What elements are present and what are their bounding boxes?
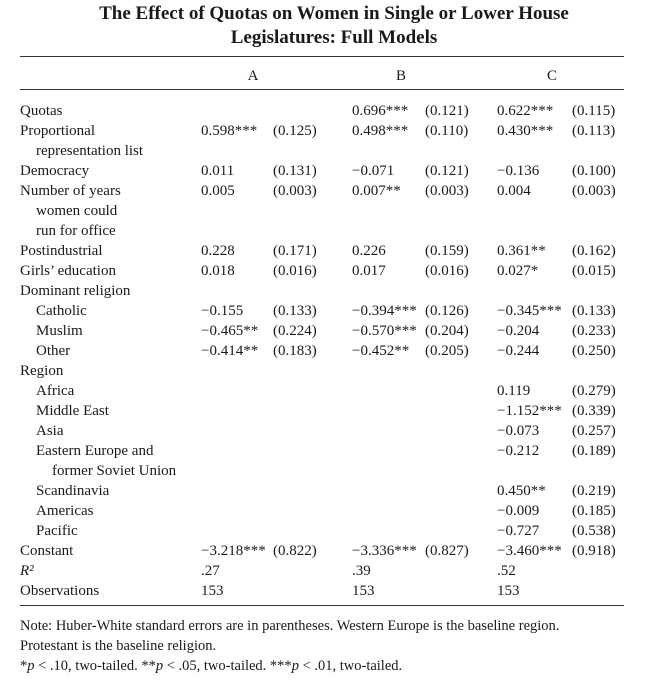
table-row xyxy=(0,241,668,261)
table-row xyxy=(0,121,668,141)
table-row xyxy=(0,541,668,561)
column-header-b: B xyxy=(395,68,406,84)
table-row xyxy=(0,421,668,441)
coefficient-cell: 0.017 xyxy=(352,263,386,279)
standard-error-cell: (0.016) xyxy=(425,263,469,279)
coefficient-cell: 0.622*** xyxy=(497,103,554,119)
row-label: Proportional xyxy=(20,123,95,139)
table-row xyxy=(0,521,668,541)
standard-error-cell: (0.250) xyxy=(572,343,616,359)
standard-error-cell: (0.538) xyxy=(572,523,616,539)
row-label: former Soviet Union xyxy=(52,463,177,479)
row-label: Catholic xyxy=(36,303,87,319)
coefficient-cell: −0.009 xyxy=(497,503,540,519)
coefficient-cell: −0.727 xyxy=(497,523,540,539)
coefficient-cell: 0.226 xyxy=(352,243,386,259)
row-label: Eastern Europe and xyxy=(36,443,154,459)
table-row xyxy=(0,361,668,381)
coefficient-cell: 0.598*** xyxy=(201,123,258,139)
row-label: representation list xyxy=(36,143,144,159)
standard-error-cell: (0.822) xyxy=(273,543,317,559)
row-label: Middle East xyxy=(36,403,109,419)
coefficient-cell: −0.414** xyxy=(201,343,259,359)
coefficient-cell: 0.011 xyxy=(201,163,235,179)
coefficient-cell: −0.244 xyxy=(497,343,540,359)
standard-error-cell: (0.204) xyxy=(425,323,469,339)
standard-error-cell: (0.003) xyxy=(425,183,469,199)
standard-error-cell: (0.016) xyxy=(273,263,317,279)
column-header-a: A xyxy=(247,68,259,84)
standard-error-cell: (0.827) xyxy=(425,543,469,559)
row-label: Other xyxy=(36,343,71,359)
coefficient-cell: −0.394*** xyxy=(352,303,417,319)
coefficient-cell: 0.228 xyxy=(201,243,235,259)
row-label: Pacific xyxy=(36,523,78,539)
note-line-2: Protestant is the baseline religion. xyxy=(20,638,217,654)
table-row xyxy=(0,101,668,121)
top-rule xyxy=(20,56,624,57)
standard-error-cell: (0.110) xyxy=(425,123,469,139)
standard-error-cell: (0.205) xyxy=(425,343,469,359)
standard-error-cell: (0.339) xyxy=(572,403,616,419)
coefficient-cell: −0.136 xyxy=(497,163,540,179)
standard-error-cell: (0.219) xyxy=(572,483,616,499)
coefficient-cell: −0.345*** xyxy=(497,303,562,319)
table-row xyxy=(0,381,668,401)
table-title xyxy=(0,2,668,50)
coefficient-cell: −0.465** xyxy=(201,323,259,339)
standard-error-cell: (0.171) xyxy=(273,243,317,259)
row-label: Americas xyxy=(36,503,94,519)
standard-error-cell: (0.126) xyxy=(425,303,469,319)
coefficient-cell: 0.018 xyxy=(201,263,235,279)
coefficient-cell: −0.570*** xyxy=(352,323,417,339)
standard-error-cell: (0.257) xyxy=(572,423,616,439)
row-label: Number of years xyxy=(20,183,121,199)
header-rule xyxy=(20,89,624,90)
standard-error-cell: (0.224) xyxy=(273,323,317,339)
standard-error-cell: (0.159) xyxy=(425,243,469,259)
standard-error-cell: (0.279) xyxy=(572,383,616,399)
standard-error-cell: (0.121) xyxy=(425,163,469,179)
bottom-rule xyxy=(20,605,624,606)
title-line-1: The Effect of Quotas on Women in Single or Lower House xyxy=(99,3,569,24)
standard-error-cell: (0.189) xyxy=(572,443,616,459)
row-label: Democracy xyxy=(20,163,90,179)
coefficient-cell: .39 xyxy=(352,563,371,579)
row-label: Africa xyxy=(36,383,75,399)
coefficient-cell: 0.696*** xyxy=(352,103,409,119)
table-row xyxy=(0,261,668,281)
coefficient-cell: −1.152*** xyxy=(497,403,562,419)
standard-error-cell: (0.183) xyxy=(273,343,317,359)
table-row xyxy=(0,481,668,501)
row-label: Postindustrial xyxy=(20,243,103,259)
title-line-2: Legislatures: Full Models xyxy=(230,27,438,48)
coefficient-cell: 0.005 xyxy=(201,183,235,199)
row-label: Quotas xyxy=(20,103,63,119)
coefficient-cell: 0.007** xyxy=(352,183,401,199)
row-label: Scandinavia xyxy=(36,483,110,499)
table-row xyxy=(0,181,668,201)
coefficient-cell: −3.218*** xyxy=(201,543,266,559)
standard-error-cell: (0.125) xyxy=(273,123,317,139)
table-row xyxy=(0,581,668,601)
standard-error-cell: (0.162) xyxy=(572,243,616,259)
table-row xyxy=(0,341,668,361)
row-label: Region xyxy=(20,363,64,379)
coefficient-cell: −3.460*** xyxy=(497,543,562,559)
table-row xyxy=(0,461,668,481)
coefficient-cell: −0.212 xyxy=(497,443,540,459)
column-header-c: C xyxy=(546,68,557,84)
standard-error-cell: (0.003) xyxy=(273,183,317,199)
note-line-3: *p < .10, two-tailed. **p < .05, two-tailed. ***p < .01, two-tailed. xyxy=(20,658,403,674)
table-row xyxy=(0,141,668,161)
coefficient-cell: 0.498*** xyxy=(352,123,409,139)
row-label: Muslim xyxy=(36,323,83,339)
table-row xyxy=(0,221,668,241)
row-label: Girls’ education xyxy=(20,263,116,279)
row-label: Constant xyxy=(20,543,74,559)
coefficient-cell: 0.430*** xyxy=(497,123,554,139)
standard-error-cell: (0.918) xyxy=(572,543,616,559)
row-label: run for office xyxy=(36,223,116,239)
coefficient-cell: 153 xyxy=(352,583,375,599)
standard-error-cell: (0.233) xyxy=(572,323,616,339)
row-label: Dominant religion xyxy=(20,283,131,299)
table-row xyxy=(0,441,668,461)
standard-error-cell: (0.133) xyxy=(572,303,616,319)
coefficient-cell: 0.450** xyxy=(497,483,546,499)
coefficient-cell: 0.027* xyxy=(497,263,539,279)
standard-error-cell: (0.100) xyxy=(572,163,616,179)
row-label: Observations xyxy=(20,583,100,599)
coefficient-cell: 0.119 xyxy=(497,383,531,399)
row-label: R² xyxy=(20,563,34,579)
coefficient-cell: −0.155 xyxy=(201,303,244,319)
note-line-1: Note: Huber-White standard errors are in parentheses. Western Europe is the baseline region. xyxy=(20,618,560,634)
standard-error-cell: (0.133) xyxy=(273,303,317,319)
standard-error-cell: (0.131) xyxy=(273,163,317,179)
coefficient-cell: −0.204 xyxy=(497,323,540,339)
coefficient-cell: −0.071 xyxy=(352,163,395,179)
coefficient-cell: 153 xyxy=(201,583,224,599)
standard-error-cell: (0.015) xyxy=(572,263,616,279)
coefficient-cell: 0.004 xyxy=(497,183,531,199)
coefficient-cell: .27 xyxy=(201,563,220,579)
table-row xyxy=(0,281,668,301)
standard-error-cell: (0.003) xyxy=(572,183,616,199)
coefficient-cell: −0.452** xyxy=(352,343,410,359)
coefficient-cell: −3.336*** xyxy=(352,543,417,559)
standard-error-cell: (0.121) xyxy=(425,103,469,119)
standard-error-cell: (0.113) xyxy=(572,123,616,139)
standard-error-cell: (0.185) xyxy=(572,503,616,519)
table-row xyxy=(0,201,668,221)
table-row xyxy=(0,561,668,581)
row-label: Asia xyxy=(36,423,64,439)
table-row xyxy=(0,301,668,321)
table-row xyxy=(0,501,668,521)
table-row xyxy=(0,161,668,181)
coefficient-cell: −0.073 xyxy=(497,423,540,439)
coefficient-cell: 0.361** xyxy=(497,243,546,259)
coefficient-cell: .52 xyxy=(497,563,516,579)
table-row xyxy=(0,401,668,421)
row-label: women could xyxy=(36,203,118,219)
coefficient-cell: 153 xyxy=(497,583,520,599)
table-row xyxy=(0,321,668,341)
standard-error-cell: (0.115) xyxy=(572,103,616,119)
